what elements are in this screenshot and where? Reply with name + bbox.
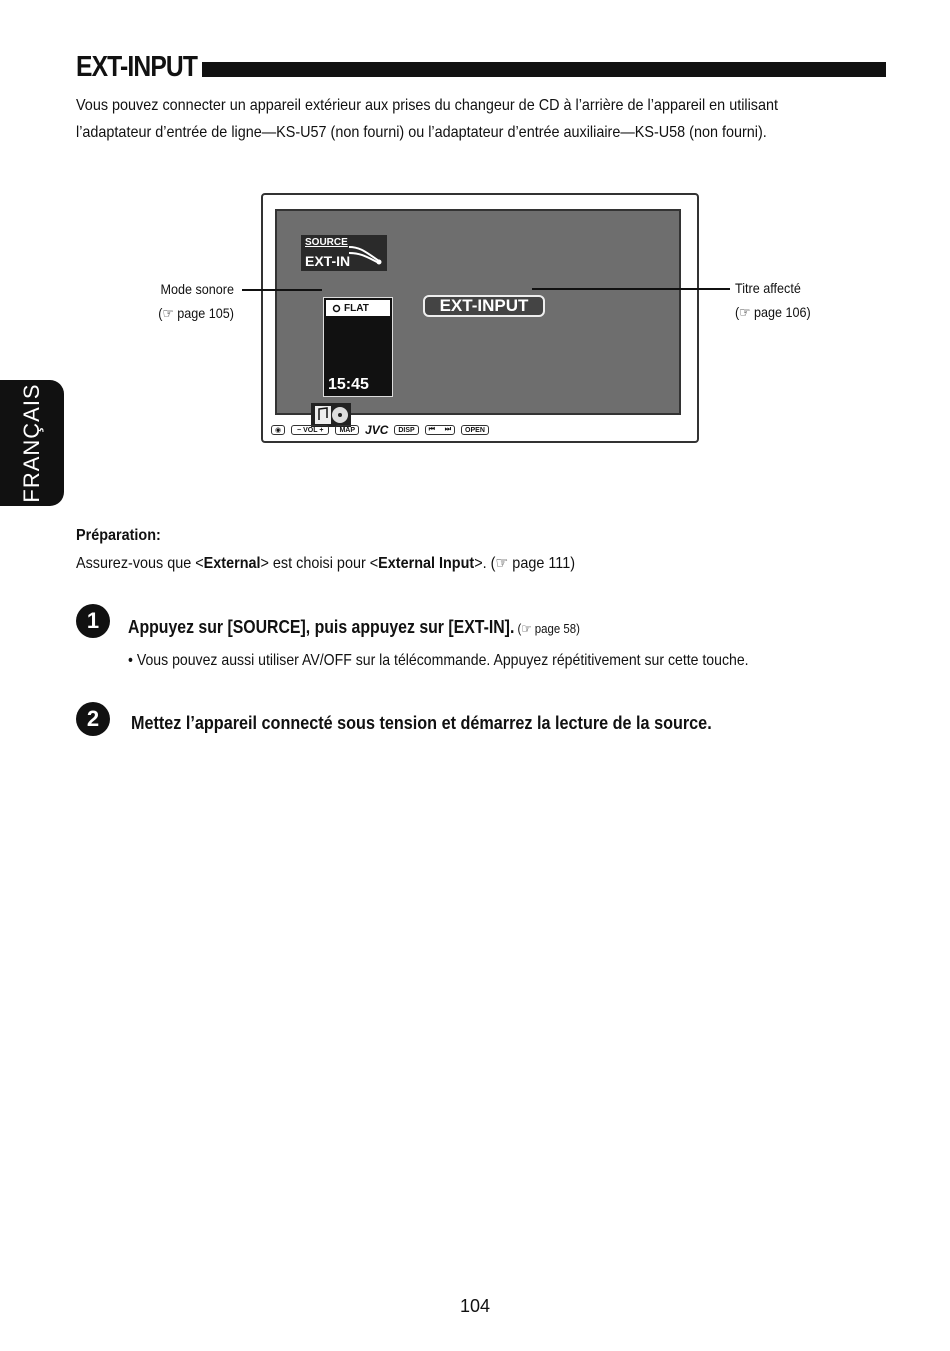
device-illustration: [261, 193, 699, 443]
prep-value-external: External: [203, 555, 261, 572]
volume-control[interactable]: − VOL +: [291, 425, 329, 435]
prep-text-part: Assurez-vous que <: [76, 555, 204, 572]
prep-text-part: >. (☞ page 111): [474, 555, 576, 572]
assigned-title-badge: EXT-INPUT: [423, 295, 545, 317]
step-1-note: • Vous pouvez aussi utiliser AV/OFF sur la télécommande. Appuyez répétitivement sur cette touche.: [128, 652, 749, 669]
step-1: [128, 617, 580, 638]
page-title: EXT-INPUT: [76, 50, 198, 83]
sound-mode-icon: [332, 304, 341, 313]
callout-right-line: [532, 288, 730, 290]
prep-text-part: > est choisi pour <: [260, 555, 379, 572]
preparation-text: [76, 553, 575, 573]
sound-mode-indicator: [326, 300, 390, 316]
cable-icon: [347, 243, 383, 265]
callout-sound-mode: [142, 277, 234, 325]
brand-logo: JVC: [365, 423, 389, 437]
control-strip: [271, 423, 689, 437]
page-number: 104: [459, 1296, 491, 1316]
title-row: [76, 50, 886, 84]
intro-paragraph: Vous pouvez connecter un appareil extérieur aux prises du changeur de CD à l’arrière de l’appareil en utilisant l’adaptateur d’entrée de ligne—KS-U57 (non fourni) ou l’adaptateur d’entrée auxiliaire—KS-U58 (non fourni).: [76, 97, 779, 141]
callout-title: [735, 276, 811, 324]
step-number-1: 1: [76, 604, 110, 638]
step-1-ref: (☞ page 58): [514, 621, 580, 636]
source-value: EXT-IN: [305, 253, 351, 269]
step-number-2: 2: [76, 702, 110, 736]
callout-sound-mode-label: Mode sonore: [160, 281, 234, 297]
language-tab-label: FRANÇAIS: [19, 383, 44, 503]
volume-label: VOL: [303, 426, 318, 434]
sound-mode-value: FLAT: [344, 302, 369, 314]
disp-button[interactable]: DISP: [394, 425, 418, 435]
callout-sound-mode-ref: (☞ page 105): [158, 305, 234, 321]
callout-title-label: Titre affecté: [735, 280, 801, 296]
language-tab: [0, 380, 64, 506]
callout-title-ref: (☞ page 106): [735, 304, 811, 320]
step-1-text: Appuyez sur [SOURCE], puis appuyez sur [EXT-IN].: [128, 617, 515, 637]
callout-left-line: [242, 289, 322, 291]
preparation-label: Préparation:: [76, 527, 161, 544]
skip-buttons[interactable]: ⏮ ⏭: [425, 425, 455, 435]
power-button[interactable]: ◉: [271, 425, 285, 435]
source-label: SOURCE: [305, 237, 348, 248]
device-screen: [275, 209, 681, 415]
clock: 15:45: [328, 376, 369, 393]
source-indicator: [301, 235, 387, 271]
open-button[interactable]: OPEN: [461, 425, 489, 435]
prep-value-external-input: External Input: [378, 555, 475, 572]
map-button[interactable]: MAP: [335, 425, 359, 435]
step-2: Mettez l’appareil connecté sous tension et démarrez la lecture de la source.: [131, 713, 712, 733]
title-rule: [202, 62, 886, 77]
sound-mode-panel: [323, 297, 393, 397]
